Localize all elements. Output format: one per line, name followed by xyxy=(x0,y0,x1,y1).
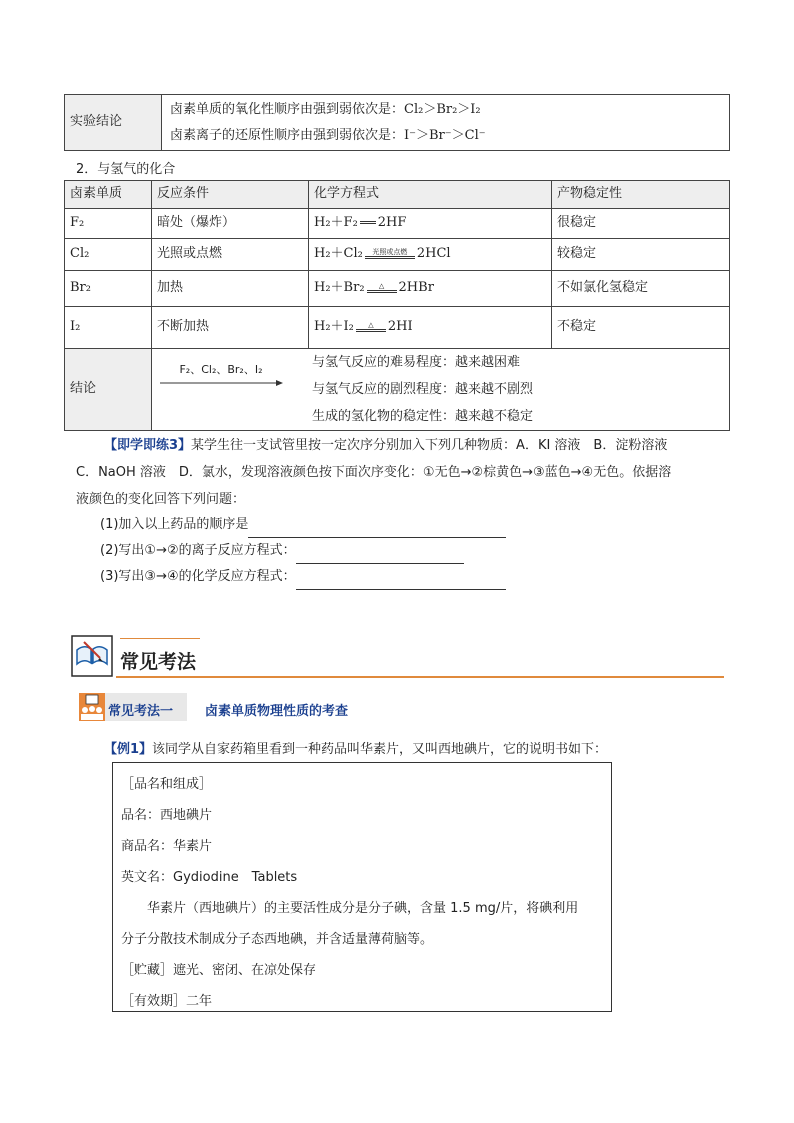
conclusion-item: 与氢气反应的剧烈程度：越来越不剧烈 xyxy=(312,382,534,397)
answer-blank[interactable] xyxy=(296,575,506,590)
equation-cell: H₂＋Br₂ △ 2HBr xyxy=(309,271,552,307)
table-row xyxy=(65,271,730,307)
practice-subquestions xyxy=(100,512,506,590)
stability-cell: 不稳定 xyxy=(552,307,730,349)
element-cell: I₂ xyxy=(65,307,152,349)
example-text: 该同学从自家药箱里看到一种药品叫华素片，又叫西地碘片，它的说明书如下： xyxy=(152,742,608,757)
element-cell: F₂ xyxy=(65,209,152,239)
conclusion-content-cell xyxy=(162,95,730,151)
conclusion-label-cell xyxy=(65,95,162,151)
header-accent-line xyxy=(120,638,200,639)
right-arrow-icon xyxy=(158,378,284,388)
condition-cell: 不断加热 xyxy=(152,307,309,349)
oxidizing-order: 卤素单质的氧化性顺序由强到弱依次是：Cl₂＞Br₂＞I₂ xyxy=(170,101,481,117)
stability-cell: 不如氯化氢稳定 xyxy=(552,271,730,307)
element-cell: Cl₂ xyxy=(65,239,152,271)
header-cell: 化学方程式 xyxy=(309,181,552,209)
stability-cell: 很稳定 xyxy=(552,209,730,239)
subquestion-2: (2)写出①→②的离子反应方程式： xyxy=(100,538,506,564)
practice-tag: 【即学即练3】 xyxy=(104,438,192,453)
people-icon xyxy=(79,693,105,721)
conclusion-list xyxy=(312,349,533,430)
drug-expiry: ［有效期］二年 xyxy=(121,994,213,1009)
answer-blank[interactable] xyxy=(248,523,506,538)
conclusion-item: 与氢气反应的难易程度：越来越困难 xyxy=(312,355,521,370)
drug-brand-name: 商品名：华素片 xyxy=(121,839,213,854)
trend-arrow xyxy=(158,363,284,394)
book-icon xyxy=(70,634,114,678)
conclusion-row xyxy=(65,349,730,431)
practice-question xyxy=(76,432,736,513)
equation-cell: H₂＋F₂ 2HF xyxy=(309,209,552,239)
practice-text-2: C．NaOH 溶液 D．氯水，发现溶液颜色按下面次序变化：①无色→②棕黄色→③蓝色→④无色。依据溶 xyxy=(76,465,672,480)
element-cell: Br₂ xyxy=(65,271,152,307)
section-underline xyxy=(116,676,724,678)
drug-storage: ［贮藏］遮光、密闭、在凉处保存 xyxy=(121,963,317,978)
table-row xyxy=(65,239,730,271)
header-cell: 反应条件 xyxy=(152,181,309,209)
section-2-title: 2．与氢气的化合 xyxy=(76,162,176,177)
table-header-row xyxy=(65,181,730,209)
table-row xyxy=(65,209,730,239)
example-tag: 【例1】 xyxy=(104,742,153,757)
practice-text-1: 某学生往一支试管里按一定次序分别加入下列几种物质：A．KI 溶液 B．淀粉溶液 xyxy=(191,438,668,453)
drug-name: 品名：西地碘片 xyxy=(121,808,213,823)
experiment-conclusion-table xyxy=(64,94,730,151)
reaction-condition-sign: 光照或点燃 xyxy=(365,248,415,259)
conclusion-label-cell: 结论 xyxy=(65,349,152,431)
reducing-order: 卤素离子的还原性顺序由强到弱依次是：I⁻＞Br⁻＞Cl⁻ xyxy=(170,127,486,143)
subquestion-1: (1)加入以上药品的顺序是 xyxy=(100,512,506,538)
subsection-label: 常见考法一 xyxy=(108,704,174,719)
equals-sign xyxy=(360,221,376,224)
condition-cell: 加热 xyxy=(152,271,309,307)
header-cell: 产物稳定性 xyxy=(552,181,730,209)
practice-text-3: 液颜色的变化回答下列问题： xyxy=(76,492,246,507)
drug-info-box xyxy=(112,762,612,1012)
heat-condition-sign: △ xyxy=(356,321,386,332)
drug-section-title: ［品名和组成］ xyxy=(121,777,213,792)
conclusion-label: 实验结论 xyxy=(70,114,123,130)
answer-blank[interactable] xyxy=(296,549,464,564)
drug-description-line-2: 分子分散技术制成分子态西地碘，并含适量薄荷脑等。 xyxy=(121,932,434,947)
conclusion-item: 生成的氢化物的稳定性：越来越不稳定 xyxy=(312,409,534,424)
subquestion-3: (3)写出③→④的化学反应方程式： xyxy=(100,564,506,590)
hydrogen-reaction-table xyxy=(64,180,730,431)
section-title: 常见考法 xyxy=(120,651,197,673)
drug-english-name: 英文名：Gydiodine Tablets xyxy=(121,870,298,885)
condition-cell: 光照或点燃 xyxy=(152,239,309,271)
equation-cell: H₂＋Cl₂ 光照或点燃 2HCl xyxy=(309,239,552,271)
table-row xyxy=(65,307,730,349)
condition-cell: 暗处（爆炸） xyxy=(152,209,309,239)
example-intro xyxy=(104,738,607,757)
conclusion-content-cell xyxy=(152,349,730,431)
header-cell: 卤素单质 xyxy=(65,181,152,209)
subsection-title: 卤素单质物理性质的考查 xyxy=(205,704,349,719)
drug-description-line-1: 华素片（西地碘片）的主要活性成分是分子碘，含量 1.5 mg/片，将碘利用 xyxy=(147,901,579,916)
heat-condition-sign: △ xyxy=(367,282,397,293)
halogen-series-label: F₂、Cl₂、Br₂、I₂ xyxy=(179,363,263,376)
equation-cell: H₂＋I₂ △ 2HI xyxy=(309,307,552,349)
stability-cell: 较稳定 xyxy=(552,239,730,271)
